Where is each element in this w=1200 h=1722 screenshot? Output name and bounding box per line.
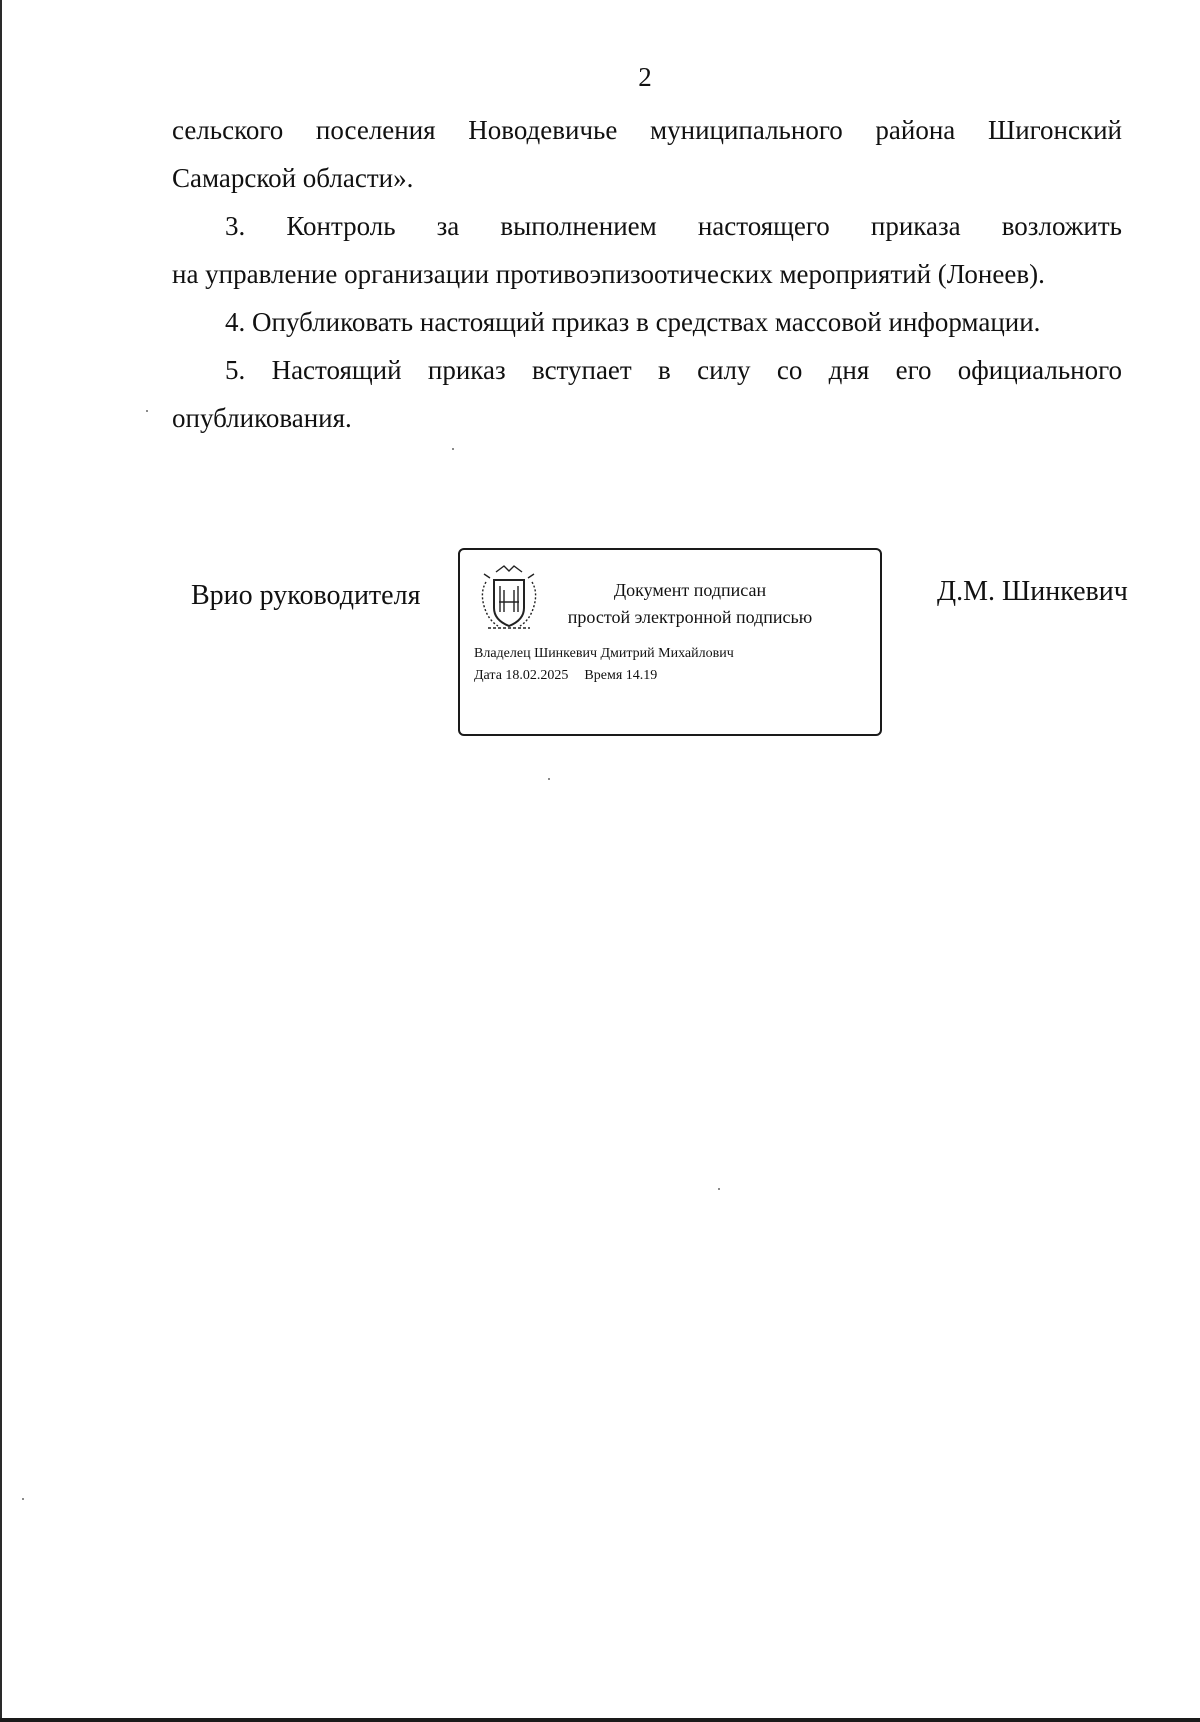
scan-bottom-edge — [0, 1718, 1200, 1722]
signatory-title: Врио руководителя — [191, 580, 421, 611]
stamp-heading — [540, 577, 840, 631]
stamp-heading-line: простой электронной подписью — [567, 607, 813, 627]
paragraph-5 — [172, 346, 1122, 394]
paragraph-line: на управление организации противоэпизоотических мероприятий (Лонеев). — [172, 259, 1045, 289]
paragraph-line: Самарской области». — [172, 163, 414, 193]
page-number: 2 — [638, 62, 652, 92]
paragraph-line: сельского поселения Новодевичье муниципального района Шигонский — [172, 115, 1122, 145]
electronic-signature-stamp — [458, 548, 882, 736]
scan-speck — [452, 448, 454, 450]
signatory-name: Д.М. Шинкевич — [937, 576, 1128, 607]
paragraph-continuation — [172, 106, 1122, 154]
stamp-heading-line: Документ подписан — [613, 580, 767, 600]
paragraph-4 — [172, 298, 1122, 346]
paragraph-line: 4. Опубликовать настоящий приказ в средствах массовой информации. — [225, 307, 1041, 337]
stamp-date-time — [474, 666, 657, 686]
paragraph-continuation-end — [172, 154, 1122, 202]
stamp-owner: Владелец Шинкевич Дмитрий Михайлович — [474, 646, 734, 661]
coat-of-arms-emblem-icon — [474, 562, 544, 636]
paragraph-5-end — [172, 394, 1122, 442]
scan-speck — [146, 410, 148, 412]
paragraph-line: опубликования. — [172, 403, 352, 433]
scan-speck — [718, 1188, 720, 1190]
scan-left-edge — [0, 0, 2, 1722]
paragraph-3-end — [172, 250, 1122, 298]
scan-speck — [22, 1498, 24, 1500]
paragraph-line: 5. Настоящий приказ вступает в силу со дня его официального — [225, 355, 1122, 385]
paragraph-3 — [172, 202, 1122, 250]
stamp-time: Время 14.19 — [584, 668, 658, 683]
paragraph-line: 3. Контроль за выполнением настоящего приказа возложить — [225, 211, 1122, 241]
scan-speck — [548, 778, 550, 780]
stamp-date: Дата 18.02.2025 — [474, 668, 569, 683]
